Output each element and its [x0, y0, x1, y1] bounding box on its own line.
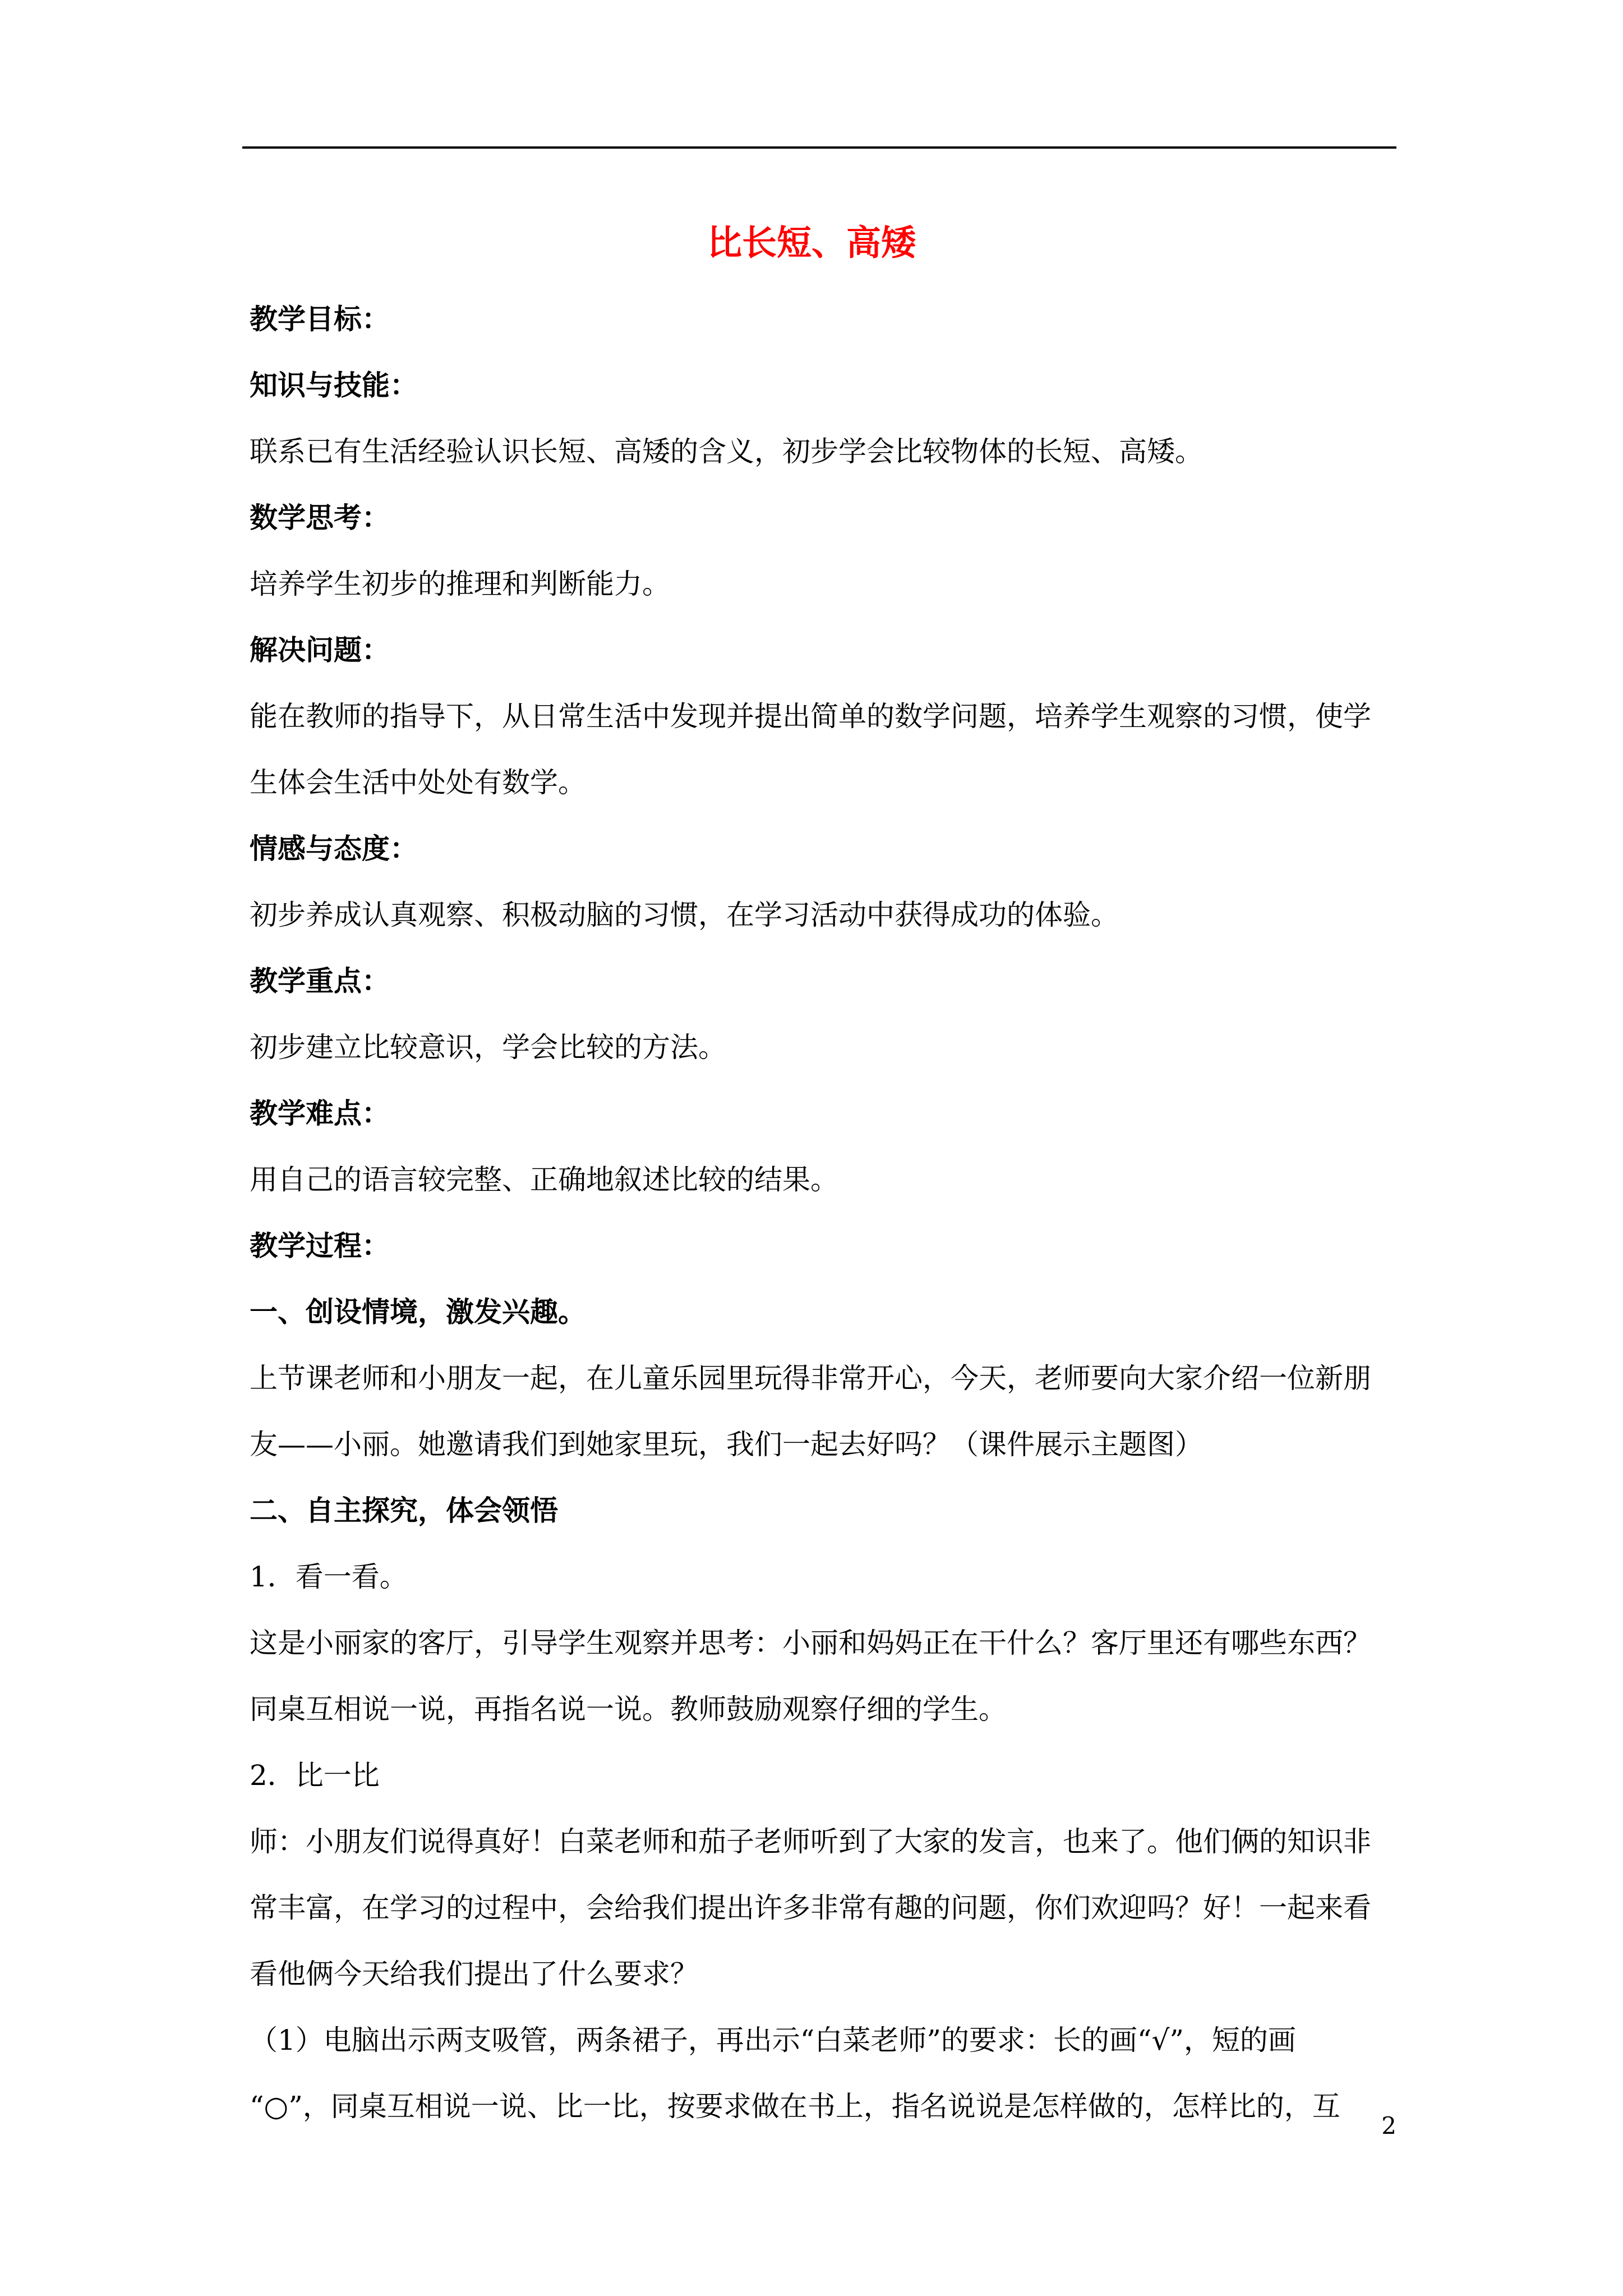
- body-paragraph: “○”，同桌互相说一说、比一比，按要求做在书上，指名说说是怎样做的，怎样比的，互: [250, 2090, 1340, 2123]
- body-paragraph: 能在教师的指导下，从日常生活中发现并提出简单的数学问题，培养学生观察的习惯，使学: [250, 700, 1371, 733]
- section-heading: 一、创设情境，激发兴趣。: [250, 1295, 586, 1328]
- body-paragraph: 同桌互相说一说，再指名说一说。教师鼓励观察仔细的学生。: [250, 1693, 1007, 1726]
- body-paragraph: 生体会生活中处处有数学。: [250, 766, 586, 799]
- body-paragraph: 这是小丽家的客厅，引导学生观察并思考：小丽和妈妈正在干什么？客厅里还有哪些东西？: [250, 1627, 1371, 1659]
- body-paragraph: 常丰富，在学习的过程中，会给我们提出许多非常有趣的问题，你们欢迎吗？好！一起来看: [250, 1892, 1371, 1924]
- body-paragraph: 培养学生初步的推理和判断能力。: [250, 568, 670, 600]
- section-heading: 二、自主探究，体会领悟: [250, 1494, 558, 1527]
- section-heading: 教学过程：: [250, 1229, 390, 1262]
- body-paragraph: 看他俩今天给我们提出了什么要求？: [250, 1958, 698, 1990]
- body-paragraph: 上节课老师和小朋友一起，在儿童乐园里玩得非常开心，今天，老师要向大家介绍一位新朋: [250, 1362, 1371, 1395]
- document-body: [250, 286, 1396, 2139]
- section-heading: 解决问题：: [250, 633, 390, 666]
- body-paragraph: 用自己的语言较完整、正确地叙述比较的结果。: [250, 1163, 838, 1196]
- body-paragraph: 友——小丽。她邀请我们到她家里玩，我们一起去好吗？（课件展示主题图）: [250, 1428, 1203, 1461]
- document-title: 比长短、高矮: [707, 222, 916, 263]
- body-paragraph: 初步建立比较意识，学会比较的方法。: [250, 1031, 726, 1064]
- section-heading: 情感与态度：: [250, 832, 418, 865]
- body-paragraph: 1．看一看。: [250, 1561, 408, 1593]
- body-paragraph: （1）电脑出示两支吸管，两条裙子，再出示“白菜老师”的要求：长的画“√”，短的画: [250, 2024, 1296, 2056]
- body-paragraph: 师：小朋友们说得真好！白菜老师和茄子老师听到了大家的发言，也来了。他们俩的知识非: [250, 1825, 1371, 1858]
- section-heading: 教学难点：: [250, 1097, 390, 1130]
- body-paragraph: 2．比一比: [250, 1759, 380, 1792]
- header-rule: [242, 146, 1396, 149]
- section-heading: 教学目标：: [250, 302, 390, 335]
- section-heading: 数学思考：: [250, 501, 390, 534]
- body-paragraph: 联系已有生活经验认识长短、高矮的含义，初步学会比较物体的长短、高矮。: [250, 435, 1203, 468]
- section-heading: 教学重点：: [250, 964, 390, 997]
- page-number: 2: [1381, 2112, 1396, 2139]
- body-paragraph: 初步养成认真观察、积极动脑的习惯，在学习活动中获得成功的体验。: [250, 899, 1119, 931]
- section-heading: 知识与技能：: [250, 369, 418, 402]
